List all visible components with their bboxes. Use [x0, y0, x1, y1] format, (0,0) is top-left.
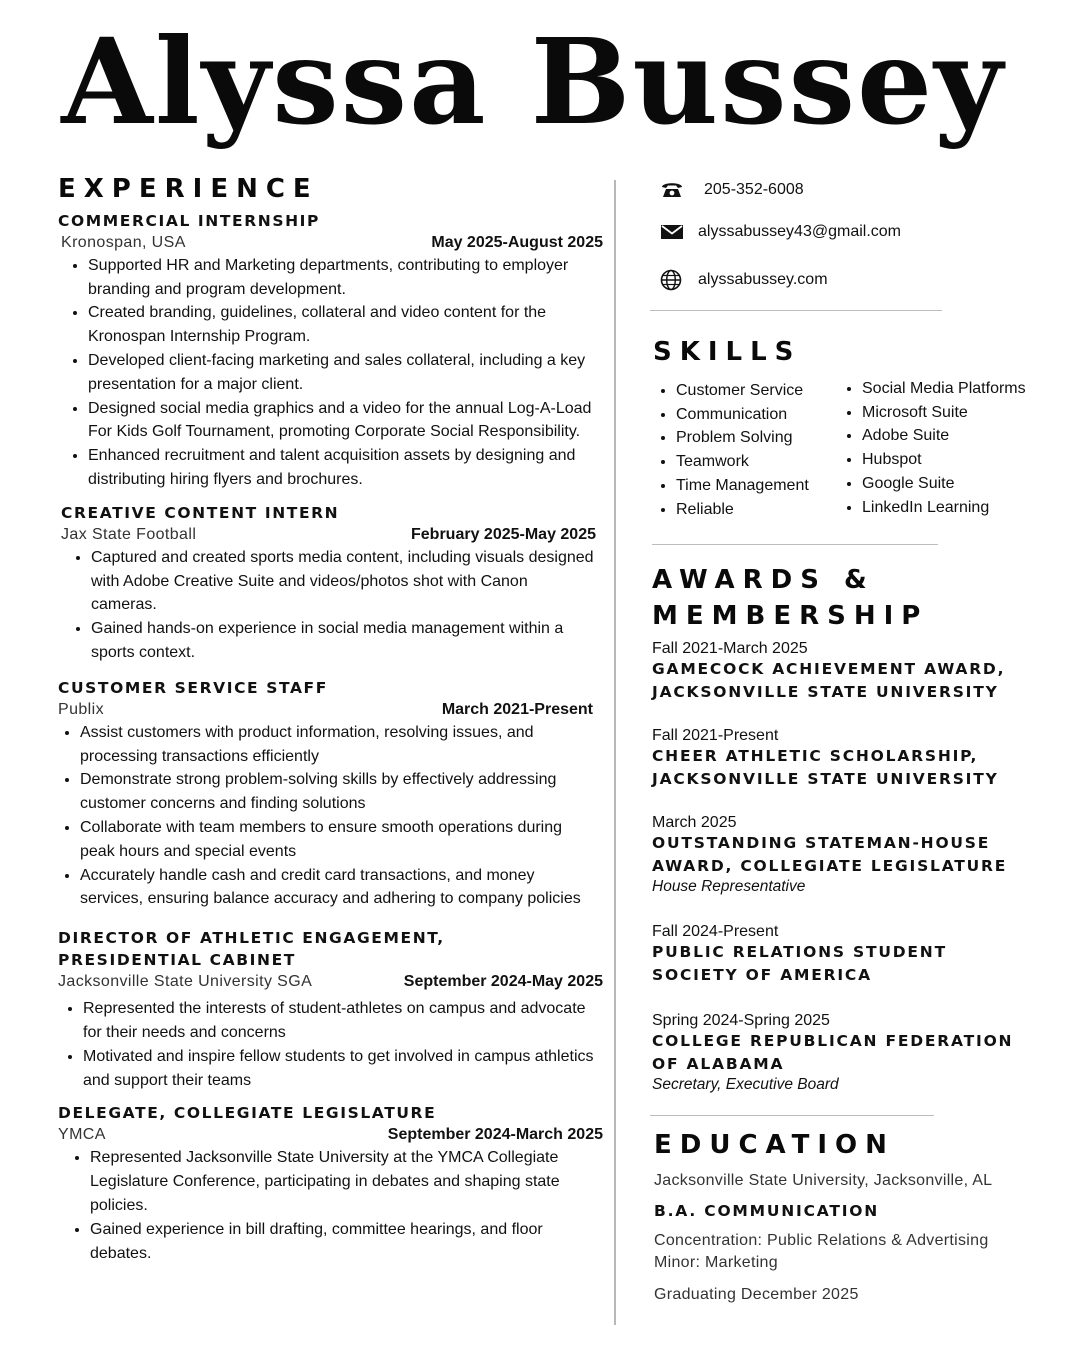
job-bullet: • Supported HR and Marketing departments, contributing to employer branding and program development.	[88, 254, 603, 302]
job-entry	[58, 677, 593, 911]
resume-name: Alyssa Bussey	[61, 12, 1005, 151]
skill-item: • Adobe Suite	[862, 424, 1026, 448]
sidebar-column	[650, 172, 1040, 1306]
phone-icon	[650, 181, 696, 199]
job-bullets	[58, 254, 603, 492]
divider	[650, 310, 942, 311]
contact-website	[650, 256, 1040, 304]
divider	[650, 1115, 934, 1116]
job-bullet: • Represented Jacksonville State University at the YMCA Collegiate Legislature Conference, participating in debates and shaping state policies.	[90, 1146, 603, 1217]
awards-section	[650, 563, 1040, 1096]
award-date: Spring 2024-Spring 2025	[652, 1012, 830, 1030]
education-heading: EDUCATION	[654, 1130, 895, 1161]
award-entry	[652, 1012, 1040, 1095]
job-title: CREATIVE CONTENT INTERN	[61, 503, 340, 522]
phone-number[interactable]: 205-352-6008	[704, 181, 804, 198]
education-degree: B.A. COMMUNICATION	[654, 1202, 880, 1221]
skill-item: • Reliable	[676, 498, 836, 522]
education-section	[650, 1128, 1040, 1306]
job-dates: March 2021-Present	[441, 700, 593, 718]
award-entry	[652, 814, 1040, 897]
job-entry	[58, 502, 596, 665]
award-name: OUTSTANDING STATEMAN-HOUSE	[652, 834, 991, 853]
award-name: SOCIETY OF AMERICA	[652, 965, 872, 984]
skill-item: • Time Management	[676, 474, 836, 498]
award-name: CHEER ATHLETIC SCHOLARSHIP,	[652, 747, 979, 766]
job-bullet: • Developed client-facing marketing and sales collateral, including a key presentation for a major client.	[88, 349, 603, 397]
skills-list	[650, 379, 836, 522]
award-name: OF ALABAMA	[652, 1054, 785, 1073]
job-organization: YMCA	[58, 1126, 106, 1144]
education-concentration: Concentration: Public Relations & Advertising	[654, 1232, 989, 1250]
job-bullet: • Captured and created sports media content, including visuals designed with Adobe Creative Suite and videos/photos shot with Canon cameras.	[91, 546, 596, 617]
job-dates: September 2024-March 2025	[387, 1126, 603, 1144]
job-bullets	[58, 721, 593, 911]
award-role: Secretary, Executive Board	[652, 1076, 839, 1094]
skill-item: • Social Media Platforms	[862, 377, 1026, 401]
contact-email	[650, 208, 1040, 256]
award-date: Fall 2024-Present	[652, 923, 779, 941]
job-entry	[58, 210, 603, 492]
skills-list	[836, 377, 1026, 522]
skill-item: • Teamwork	[676, 450, 836, 474]
skill-item: • Google Suite	[862, 472, 1026, 496]
award-name: AWARD, COLLEGIATE LEGISLATURE	[652, 856, 1008, 875]
job-bullet: • Collaborate with team members to ensure smooth operations during peak hours and special events	[80, 816, 593, 864]
job-bullet: • Created branding, guidelines, collateral and video content for the Kronospan Internship Program.	[88, 301, 603, 349]
award-entry	[652, 923, 1040, 986]
skill-item: • Microsoft Suite	[862, 401, 1026, 425]
job-title: PRESIDENTIAL CABINET	[58, 951, 296, 970]
job-bullets	[58, 997, 603, 1092]
job-organization: Kronospan, USA	[61, 233, 186, 251]
education-minor: Minor: Marketing	[654, 1254, 778, 1272]
awards-heading: AWARDS &	[652, 564, 875, 595]
award-entry	[652, 727, 1040, 790]
globe-icon	[650, 269, 696, 291]
job-bullets	[58, 1146, 603, 1265]
job-organization: Jax State Football	[61, 525, 197, 543]
website-link[interactable]: alyssabussey.com	[698, 271, 828, 288]
skills-heading: SKILLS	[653, 337, 802, 367]
education-graduation: Graduating December 2025	[654, 1286, 859, 1304]
job-dates: September 2024-May 2025	[403, 973, 603, 991]
job-dates: May 2025-August 2025	[431, 233, 603, 251]
skill-item: • LinkedIn Learning	[862, 496, 1026, 520]
award-date: Fall 2021-Present	[652, 727, 779, 745]
job-bullet: • Gained hands-on experience in social media management within a sports context.	[91, 617, 596, 665]
skill-item: • Hubspot	[862, 448, 1026, 472]
job-organization: Publix	[58, 700, 104, 718]
skills-section	[650, 335, 1040, 522]
experience-heading: EXPERIENCE	[58, 174, 319, 204]
job-organization: Jacksonville State University SGA	[58, 973, 313, 991]
skill-item: • Problem Solving	[676, 426, 836, 450]
skills-lists	[650, 379, 1040, 522]
job-dates: February 2025-May 2025	[411, 525, 596, 543]
award-name: COLLEGE REPUBLICAN FEDERATION	[652, 1032, 1014, 1051]
job-bullet: • Demonstrate strong problem-solving skills by effectively addressing customer concerns and finding solutions	[80, 768, 593, 816]
skill-item: • Customer Service	[676, 379, 836, 403]
mail-icon	[650, 223, 696, 241]
column-divider	[614, 180, 616, 1325]
education-school: Jacksonville State University, Jacksonville, AL	[654, 1172, 993, 1190]
job-bullet: • Accurately handle cash and credit card transactions, and money services, ensuring balance accuracy and adhering to company policies	[80, 864, 593, 912]
email-address[interactable]: alyssabussey43@gmail.com	[698, 223, 901, 240]
experience-section	[58, 172, 603, 1265]
job-title: COMMERCIAL INTERNSHIP	[58, 211, 321, 230]
award-date: Fall 2021-March 2025	[652, 640, 808, 658]
job-bullet: • Motivated and inspire fellow students to get involved in campus athletics and support their teams	[83, 1045, 603, 1093]
contact-block	[650, 172, 1040, 304]
job-bullet: • Enhanced recruitment and talent acquisition assets by designing and distributing hiring flyers and brochures.	[88, 444, 603, 492]
award-name: JACKSONVILLE STATE UNIVERSITY	[652, 682, 999, 701]
job-title: DIRECTOR OF ATHLETIC ENGAGEMENT,	[58, 929, 445, 948]
award-role: House Representative	[652, 878, 806, 896]
job-title: DELEGATE, COLLEGIATE LEGISLATURE	[58, 1104, 437, 1123]
awards-heading: MEMBERSHIP	[652, 600, 929, 631]
job-entry	[58, 1102, 603, 1265]
award-entry	[652, 640, 1040, 703]
award-name: JACKSONVILLE STATE UNIVERSITY	[652, 769, 999, 788]
job-bullets	[61, 546, 596, 665]
job-entry	[58, 927, 603, 1092]
job-bullet: • Represented the interests of student-athletes on campus and advocate for their needs and concerns	[83, 997, 603, 1045]
job-title: CUSTOMER SERVICE STAFF	[58, 678, 328, 697]
contact-phone	[650, 172, 1040, 208]
award-name: GAMECOCK ACHIEVEMENT AWARD,	[652, 660, 1006, 679]
divider	[652, 544, 938, 545]
job-bullet: • Gained experience in bill drafting, committee hearings, and floor debates.	[90, 1218, 603, 1266]
job-bullet: • Assist customers with product information, resolving issues, and processing transactions efficiently	[80, 721, 593, 769]
job-bullet: • Designed social media graphics and a video for the annual Log-A-Load For Kids Golf Tournament, promoting Corporate Social Responsibility.	[88, 397, 603, 445]
award-name: PUBLIC RELATIONS STUDENT	[652, 943, 947, 962]
award-date: March 2025	[652, 814, 737, 832]
skill-item: • Communication	[676, 403, 836, 427]
